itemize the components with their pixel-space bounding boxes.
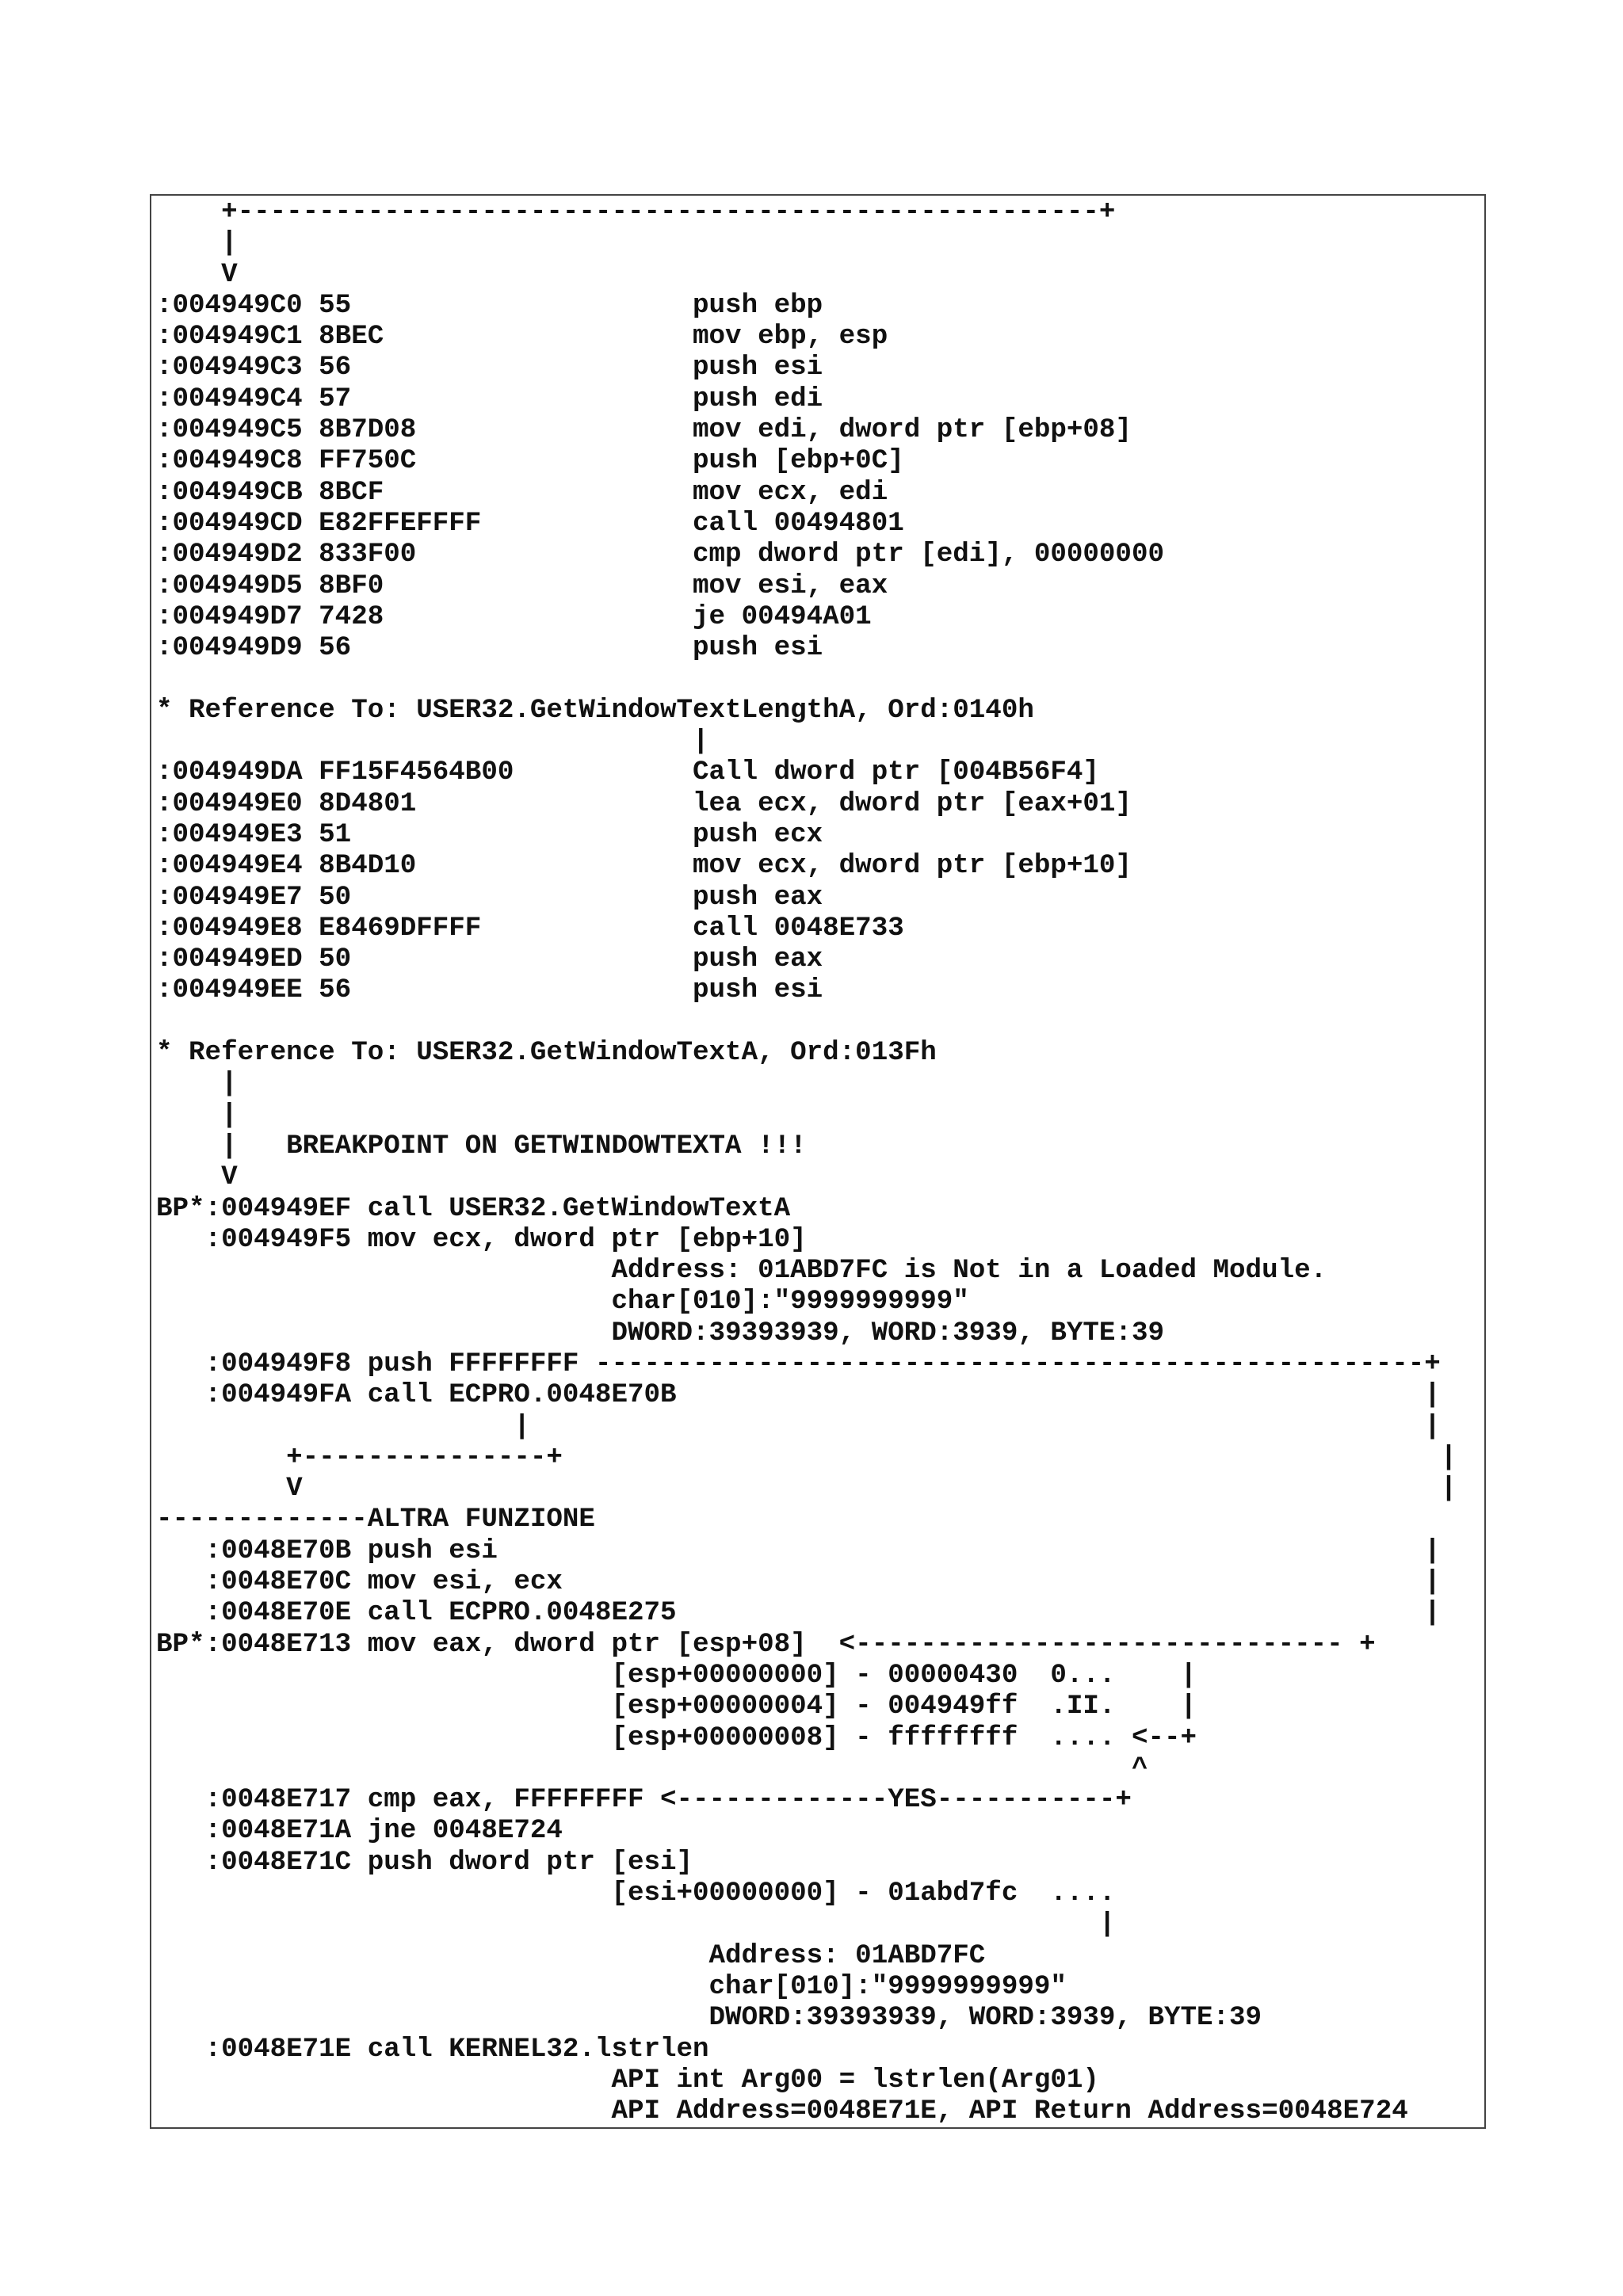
listing-line: :0048E70C mov esi, ecx |	[156, 1567, 1441, 1598]
listing-line: BP*:0048E713 mov eax, dword ptr [esp+08] <------------------------------ +	[156, 1629, 1376, 1660]
listing-line: :004949CB 8BCF mov ecx, edi	[156, 477, 888, 508]
listing-line: :004949E0 8D4801 lea ecx, dword ptr [eax+01]	[156, 788, 1132, 819]
listing-line: :004949F8 push FFFFFFFF ---------------------------------------------------+	[156, 1348, 1441, 1379]
listing-line: :004949E8 E8469DFFFF call 0048E733	[156, 913, 904, 944]
listing-line: |	[156, 1100, 238, 1131]
listing-line: :004949DA FF15F4564B00 Call dword ptr [004B56F4]	[156, 757, 1099, 788]
listing-line: :0048E71C push dword ptr [esi]	[156, 1847, 693, 1878]
listing-line: | |	[156, 1411, 1441, 1442]
listing-line: +-----------------------------------------------------+	[156, 197, 1116, 227]
listing-line: :0048E71E call KERNEL32.lstrlen	[156, 2034, 709, 2065]
listing-line: [esp+00000004] - 004949ff .II. |	[156, 1691, 1197, 1722]
listing-line: |	[156, 1909, 1116, 1940]
listing-line: API Address=0048E71E, API Return Address=0048E724	[156, 2096, 1408, 2127]
listing-line: char[010]:"9999999999"	[156, 1287, 969, 1318]
listing-line: char[010]:"9999999999"	[156, 1971, 1067, 2002]
listing-line: :004949E7 50 push eax	[156, 882, 823, 913]
listing-line: DWORD:39393939, WORD:3939, BYTE:39	[156, 1318, 1164, 1348]
listing-line: :004949C4 57 push edi	[156, 383, 823, 414]
listing-line: :004949C8 FF750C push [ebp+0C]	[156, 446, 904, 477]
listing-line: DWORD:39393939, WORD:3939, BYTE:39	[156, 2003, 1262, 2034]
listing-line: :004949E4 8B4D10 mov ecx, dword ptr [ebp+10]	[156, 851, 1132, 882]
listing-line: Address: 01ABD7FC	[156, 1940, 986, 1971]
listing-line: * Reference To: USER32.GetWindowTextA, Ord:013Fh	[156, 1038, 937, 1069]
listing-line: :004949C3 56 push esi	[156, 353, 823, 383]
listing-line: [esi+00000000] - 01abd7fc ....	[156, 1878, 1116, 1909]
listing-line: :004949D2 833F00 cmp dword ptr [edi], 00000000	[156, 540, 1164, 570]
listing-line: :004949C0 55 push ebp	[156, 290, 823, 321]
listing-line: :0048E71A jne 0048E724	[156, 1816, 563, 1847]
listing-line: :004949FA call ECPRO.0048E70B |	[156, 1380, 1441, 1411]
listing-line: [esp+00000000] - 00000430 0... |	[156, 1660, 1197, 1691]
listing-line: Address: 01ABD7FC is Not in a Loaded Module.	[156, 1256, 1327, 1287]
disassembly-listing	[156, 197, 1457, 2127]
listing-line: :004949ED 50 push eax	[156, 944, 823, 975]
listing-line: :004949F5 mov ecx, dword ptr [ebp+10]	[156, 1224, 807, 1255]
listing-line: :004949D5 8BF0 mov esi, eax	[156, 570, 888, 601]
listing-line	[156, 664, 1457, 695]
listing-line: |	[156, 727, 709, 757]
listing-line: * Reference To: USER32.GetWindowTextLengthA, Ord:0140h	[156, 695, 1034, 726]
listing-line: :004949D9 56 push esi	[156, 633, 823, 664]
listing-line: :004949C1 8BEC mov ebp, esp	[156, 322, 888, 353]
listing-line: -------------ALTRA FUNZIONE	[156, 1505, 595, 1535]
listing-line: :004949EE 56 push esi	[156, 975, 823, 1006]
listing-line: [esp+00000008] - ffffffff .... <--+	[156, 1722, 1197, 1753]
listing-line: V	[156, 259, 238, 290]
listing-line: :0048E70E call ECPRO.0048E275 |	[156, 1598, 1441, 1629]
listing-line: +---------------+ |	[156, 1442, 1457, 1473]
listing-line: :004949D7 7428 je 00494A01	[156, 601, 872, 632]
listing-line: |	[156, 1069, 238, 1100]
listing-line	[156, 1007, 1457, 1038]
listing-line: :0048E717 cmp eax, FFFFFFFF <-------------YES-----------+	[156, 1785, 1132, 1816]
listing-line: :0048E70B push esi |	[156, 1535, 1441, 1566]
listing-line: V |	[156, 1474, 1457, 1505]
listing-line: :004949CD E82FFEFFFF call 00494801	[156, 508, 904, 539]
listing-line: | BREAKPOINT ON GETWINDOWTEXTA !!!	[156, 1131, 807, 1161]
listing-line: :004949E3 51 push ecx	[156, 819, 823, 850]
listing-line: V	[156, 1162, 238, 1193]
listing-line: ^	[156, 1753, 1148, 1784]
listing-line: BP*:004949EF call USER32.GetWindowTextA	[156, 1193, 791, 1224]
listing-line: :004949C5 8B7D08 mov edi, dword ptr [ebp+08]	[156, 415, 1132, 446]
listing-line: |	[156, 228, 238, 259]
listing-line: API int Arg00 = lstrlen(Arg01)	[156, 2065, 1099, 2096]
